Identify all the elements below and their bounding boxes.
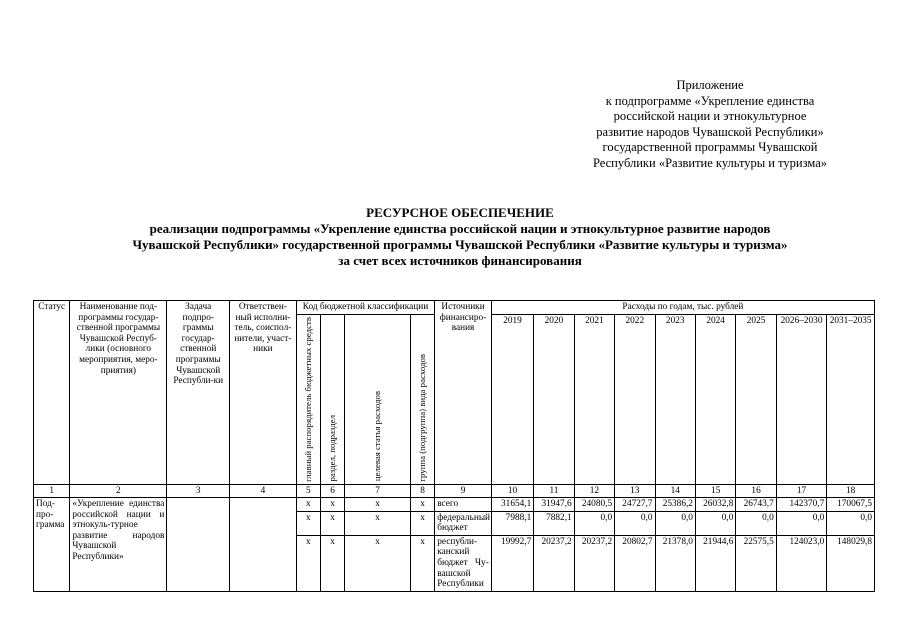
value-cell: 0,0 — [827, 511, 875, 535]
appendix-line: Республики «Развитие культуры и туризма» — [592, 155, 827, 170]
col-number: 2 — [70, 484, 167, 498]
appendix-line: к подпрограмме «Укрепление единства — [605, 93, 815, 108]
value-cell: 21944,6 — [695, 535, 735, 591]
col-number: 12 — [574, 484, 614, 498]
row-responsible — [230, 498, 297, 592]
row-status: Под-про-грамма — [34, 498, 70, 592]
value-cell: 0,0 — [615, 511, 655, 535]
col-number: 13 — [615, 484, 655, 498]
value-cell: 24080,5 — [574, 498, 614, 512]
header-year: 2021 — [574, 314, 614, 484]
code-cell: x — [321, 535, 345, 591]
value-cell: 0,0 — [776, 511, 827, 535]
appendix-line: развитие народов Чувашской Республики» — [596, 124, 824, 139]
header-year: 2019 — [491, 314, 533, 484]
header-row — [34, 301, 875, 315]
col-number: 14 — [655, 484, 695, 498]
col-number: 17 — [776, 484, 827, 498]
header-budget-code: Код бюджетной классификации — [296, 301, 434, 315]
header-grbs — [296, 314, 320, 484]
col-number: 11 — [534, 484, 574, 498]
header-expense-group-text: группа (подгруппа) вида расходов — [417, 353, 428, 482]
header-section — [321, 314, 345, 484]
appendix-line: Приложение — [676, 78, 744, 92]
header-year: 2020 — [534, 314, 574, 484]
header-name: Наименование под-программы государ-ственной программы Чувашской Респуб-лики (основного мероприятия, меро-приятия) — [70, 301, 167, 485]
header-section-text: раздел, подраздел — [327, 414, 338, 482]
value-cell: 124023,0 — [776, 535, 827, 591]
document-title — [60, 205, 860, 269]
appendix-line: государственной программы Чувашской — [602, 140, 818, 154]
header-expenses: Расходы по годам, тыс. рублей — [491, 301, 874, 315]
header-status: Статус — [34, 301, 70, 485]
value-cell: 22575,5 — [736, 535, 776, 591]
code-cell: x — [321, 511, 345, 535]
header-task: Задача подпро-граммы государ-ственной программы Чувашской Республи-ки — [167, 301, 230, 485]
code-cell: x — [345, 535, 411, 591]
col-number: 5 — [296, 484, 320, 498]
col-number: 10 — [491, 484, 533, 498]
title-line: реализации подпрограммы «Укрепление единства российской нации и этнокультурное развитие народов — [149, 221, 771, 236]
code-cell: x — [410, 535, 434, 591]
value-cell: 0,0 — [695, 511, 735, 535]
value-cell: 20237,2 — [534, 535, 574, 591]
header-year: 2031–2035 — [827, 314, 875, 484]
value-cell: 25386,2 — [655, 498, 695, 512]
header-year: 2023 — [655, 314, 695, 484]
value-cell: 0,0 — [736, 511, 776, 535]
col-number: 1 — [34, 484, 70, 498]
value-cell: 20802,7 — [615, 535, 655, 591]
col-number: 8 — [410, 484, 434, 498]
source-cell: федеральный бюджет — [435, 511, 492, 535]
code-cell: x — [296, 498, 320, 512]
value-cell: 21378,0 — [655, 535, 695, 591]
title-line: за счет всех источников финансирования — [338, 253, 582, 268]
value-cell: 7988,1 — [491, 511, 533, 535]
header-expense-group — [410, 314, 434, 484]
title-line: Чувашской Республики» государственной программы Чувашской Республики «Развитие культуры и туризма» — [132, 237, 788, 252]
col-number: 4 — [230, 484, 297, 498]
code-cell: x — [345, 511, 411, 535]
code-cell: x — [345, 498, 411, 512]
appendix-block — [560, 78, 860, 171]
column-number-row — [34, 484, 875, 498]
col-number: 3 — [167, 484, 230, 498]
code-cell: x — [296, 535, 320, 591]
value-cell: 148029,8 — [827, 535, 875, 591]
value-cell: 20237,2 — [574, 535, 614, 591]
title-line: РЕСУРСНОЕ ОБЕСПЕЧЕНИЕ — [366, 205, 554, 220]
table-row — [34, 498, 875, 512]
header-grbs-text: главный распорядитель бюджетных средств — [303, 316, 314, 482]
value-cell: 26743,7 — [736, 498, 776, 512]
header-year: 2022 — [615, 314, 655, 484]
value-cell: 170067,5 — [827, 498, 875, 512]
code-cell: x — [410, 511, 434, 535]
source-cell: всего — [435, 498, 492, 512]
header-sources: Источники финансиро-вания — [435, 301, 492, 485]
code-cell: x — [321, 498, 345, 512]
value-cell: 24727,7 — [615, 498, 655, 512]
code-cell: x — [410, 498, 434, 512]
value-cell: 26032,8 — [695, 498, 735, 512]
col-number: 7 — [345, 484, 411, 498]
value-cell: 19992,7 — [491, 535, 533, 591]
value-cell: 0,0 — [574, 511, 614, 535]
row-name: «Укрепление единства российской нации и этнокуль-турное развитие народов Чувашской Республики» — [70, 498, 167, 592]
col-number: 16 — [736, 484, 776, 498]
row-task — [167, 498, 230, 592]
header-year: 2024 — [695, 314, 735, 484]
col-number: 18 — [827, 484, 875, 498]
col-number: 15 — [695, 484, 735, 498]
source-cell: республи-канский бюджет Чу-вашской Республики — [435, 535, 492, 591]
value-cell: 31947,6 — [534, 498, 574, 512]
header-responsible: Ответствен-ный исполни-тель, соиспол-нители, участ-ники — [230, 301, 297, 485]
value-cell: 0,0 — [655, 511, 695, 535]
header-target-item — [345, 314, 411, 484]
resource-table — [33, 300, 875, 592]
col-number: 6 — [321, 484, 345, 498]
value-cell: 142370,7 — [776, 498, 827, 512]
value-cell: 31654,1 — [491, 498, 533, 512]
appendix-line: российской нации и этнокультурное — [613, 109, 807, 123]
value-cell: 7882,1 — [534, 511, 574, 535]
code-cell: x — [296, 511, 320, 535]
header-year: 2026–2030 — [776, 314, 827, 484]
header-target-item-text: целевая статья расходов — [372, 391, 383, 482]
header-year: 2025 — [736, 314, 776, 484]
col-number: 9 — [435, 484, 492, 498]
